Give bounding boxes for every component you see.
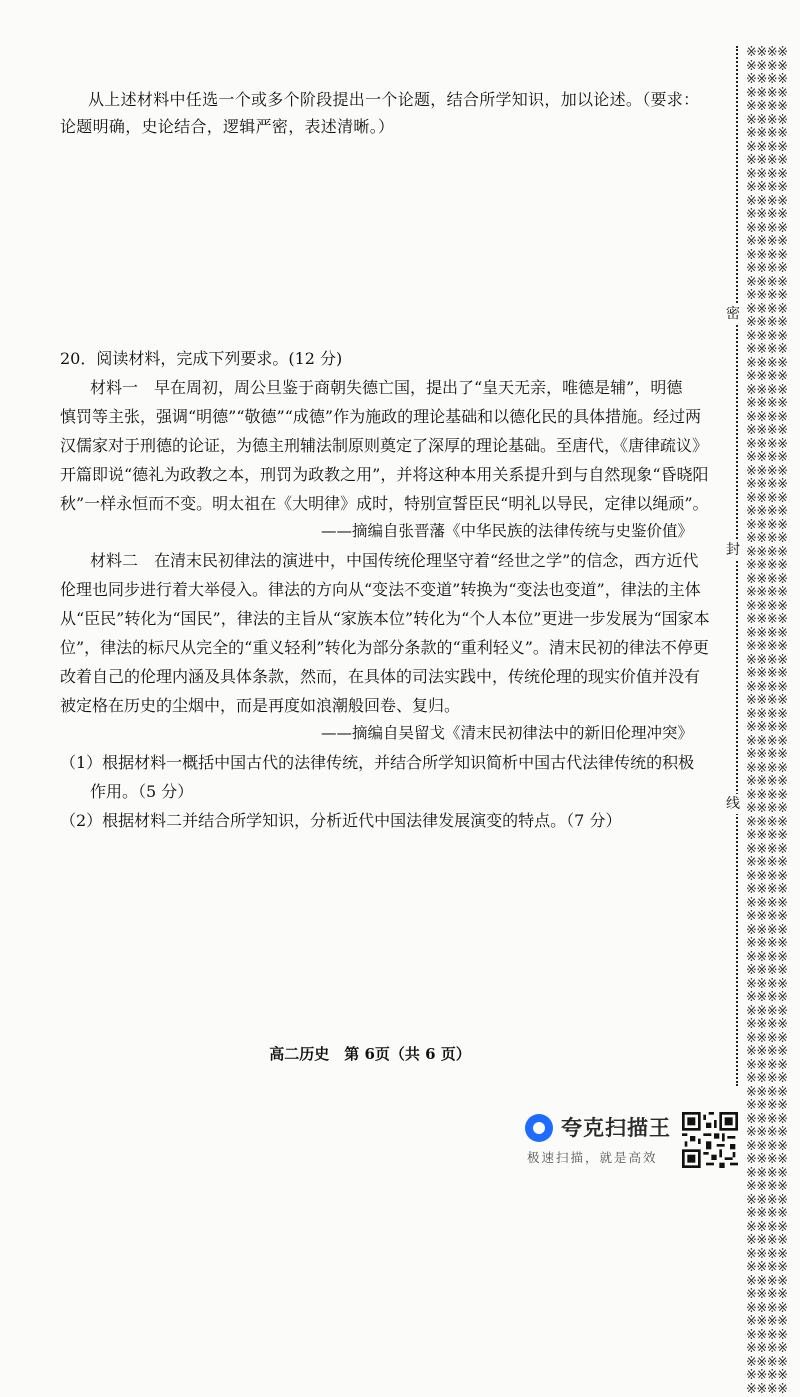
q20-header: 20．阅读材料，完成下列要求。(12 分) (60, 349, 343, 368)
scanner-slogan: 极速扫描，就是高效 (527, 1150, 658, 1165)
material-2-line: 被定格在历史的尘烟中，而是再度如浪潮般回卷、复归。 (60, 696, 461, 715)
scanner-brand-name: 夸克扫描王 (561, 1116, 671, 1140)
material-2-source: ——摘编自吴留戈《清末民初律法中的新旧伦理冲突》 (320, 724, 693, 742)
scanner-watermark (525, 1110, 675, 1172)
page-footer: 高二历史 第 6页（共 6 页） (269, 1045, 471, 1063)
binding-line-strip (726, 45, 800, 1397)
material-2-line: 材料二 在清末民初律法的演进中，中国传统伦理坚守着“经世之学”的信念，西方近代 (90, 551, 699, 570)
material-2-line: 从“臣民”转化为“国民”，律法的主旨从“家族本位”转化为“个人本位”更进一步发展为“国家本 (60, 609, 710, 628)
q20-sub1: （1）根据材料一概括中国古代的法律传统，并结合所学知识简析中国古代法律传统的积极 (60, 753, 695, 772)
q20-sub1-cont: 作用。（5 分） (90, 782, 194, 801)
material-2-line: 位”，律法的标尺从完全的“重义轻利”转化为部分条款的“重利轻义”。清末民初的律法不停更 (60, 638, 709, 657)
material-1-line: 材料一 早在周初，周公旦鉴于商朝失德亡国，提出了“皇天无亲，唯德是辅”，明德 (90, 378, 683, 397)
material-1-line: 慎罚等主张，强调“明德”“敬德”“成德”作为施政的理论基础和以德化民的具体措施。经过两 (60, 407, 702, 426)
seal-char-feng: 封 (726, 542, 740, 558)
seal-char-xian: 线 (726, 796, 740, 812)
material-1-line: 汉儒家对于刑德的论证，为德主刑辅法制原则奠定了深厚的理论基础。至唐代，《唐律疏议》 (60, 436, 709, 455)
qr-code-icon (682, 1112, 738, 1168)
material-1-line: 开篇即说“德礼为政教之本，刑罚为政教之用”，并将这种本用关系提升到与自然现象“昏晓阳 (60, 465, 709, 484)
material-2-line: 伦理也同步进行着大举侵入。律法的方向从“变法不变道”转换为“变法也变道”，律法的主体 (60, 580, 701, 599)
dotted-seal-line (736, 46, 738, 1086)
q19-prompt: 从上述材料中任选一个或多个阶段提出一个论题，结合所学知识，加以论述。（要求：论题明确，史论结合，逻辑严密，表述清晰。） (60, 90, 700, 136)
seal-char-mi: 密 (726, 306, 740, 322)
scanner-logo-icon (525, 1114, 553, 1142)
material-1-source: ——摘编自张晋藩《中华民族的法律传统与史鉴价值》 (320, 522, 693, 540)
material-1-line: 秋”一样永恒而不变。明太祖在《大明律》成时，特别宣誓臣民“明礼以导民，定律以绳顽”。 (60, 494, 709, 513)
q20-sub2: （2）根据材料二并结合所学知识，分析近代中国法律发展演变的特点。（7 分） (60, 811, 622, 830)
binding-cross-pattern: ※※※※※※※※※※※※※※※※※※※※※※※※※※※※※※※※※※※※※※※※※※※※※※※※※※※※※※※※※※※※※※※※※※※※※※※※※※※※※※※※※※※※※※※※※※※※※※※※※※※※※※※※※※※※※※※※※※※※※※※※※※※※※※※※※※※※※※※※※※※※※※※※※※※※※※※※※※※※※※※※※※※※※※※※※※※※※※※※※※※※※※※※※※※※※※※※※※※※※※※※※※※※※※※※※※※※※※※※※※※※※※※※※※※※※※※※※※※※※※※※※※※※※※※※※※※※※※※※※※※※※※※※※※※※※※※※※※※※※※※※※※※※※※※※※※※※※※※※※※※※※※※※※※※※※※※※※※※※※※※※※※※※※※※※※※※※※※※※※※※※※※※※※※※※※※※※※※※※※※※※※※※※※※※※※※※※※※※※※※※※※※※※※※※※※※※※※※※※※※※※ (746, 45, 788, 1397)
material-2-line: 改着自己的伦理内涵及具体条款，然而，在具体的司法实践中，传统伦理的现实价值并没有 (60, 667, 701, 686)
